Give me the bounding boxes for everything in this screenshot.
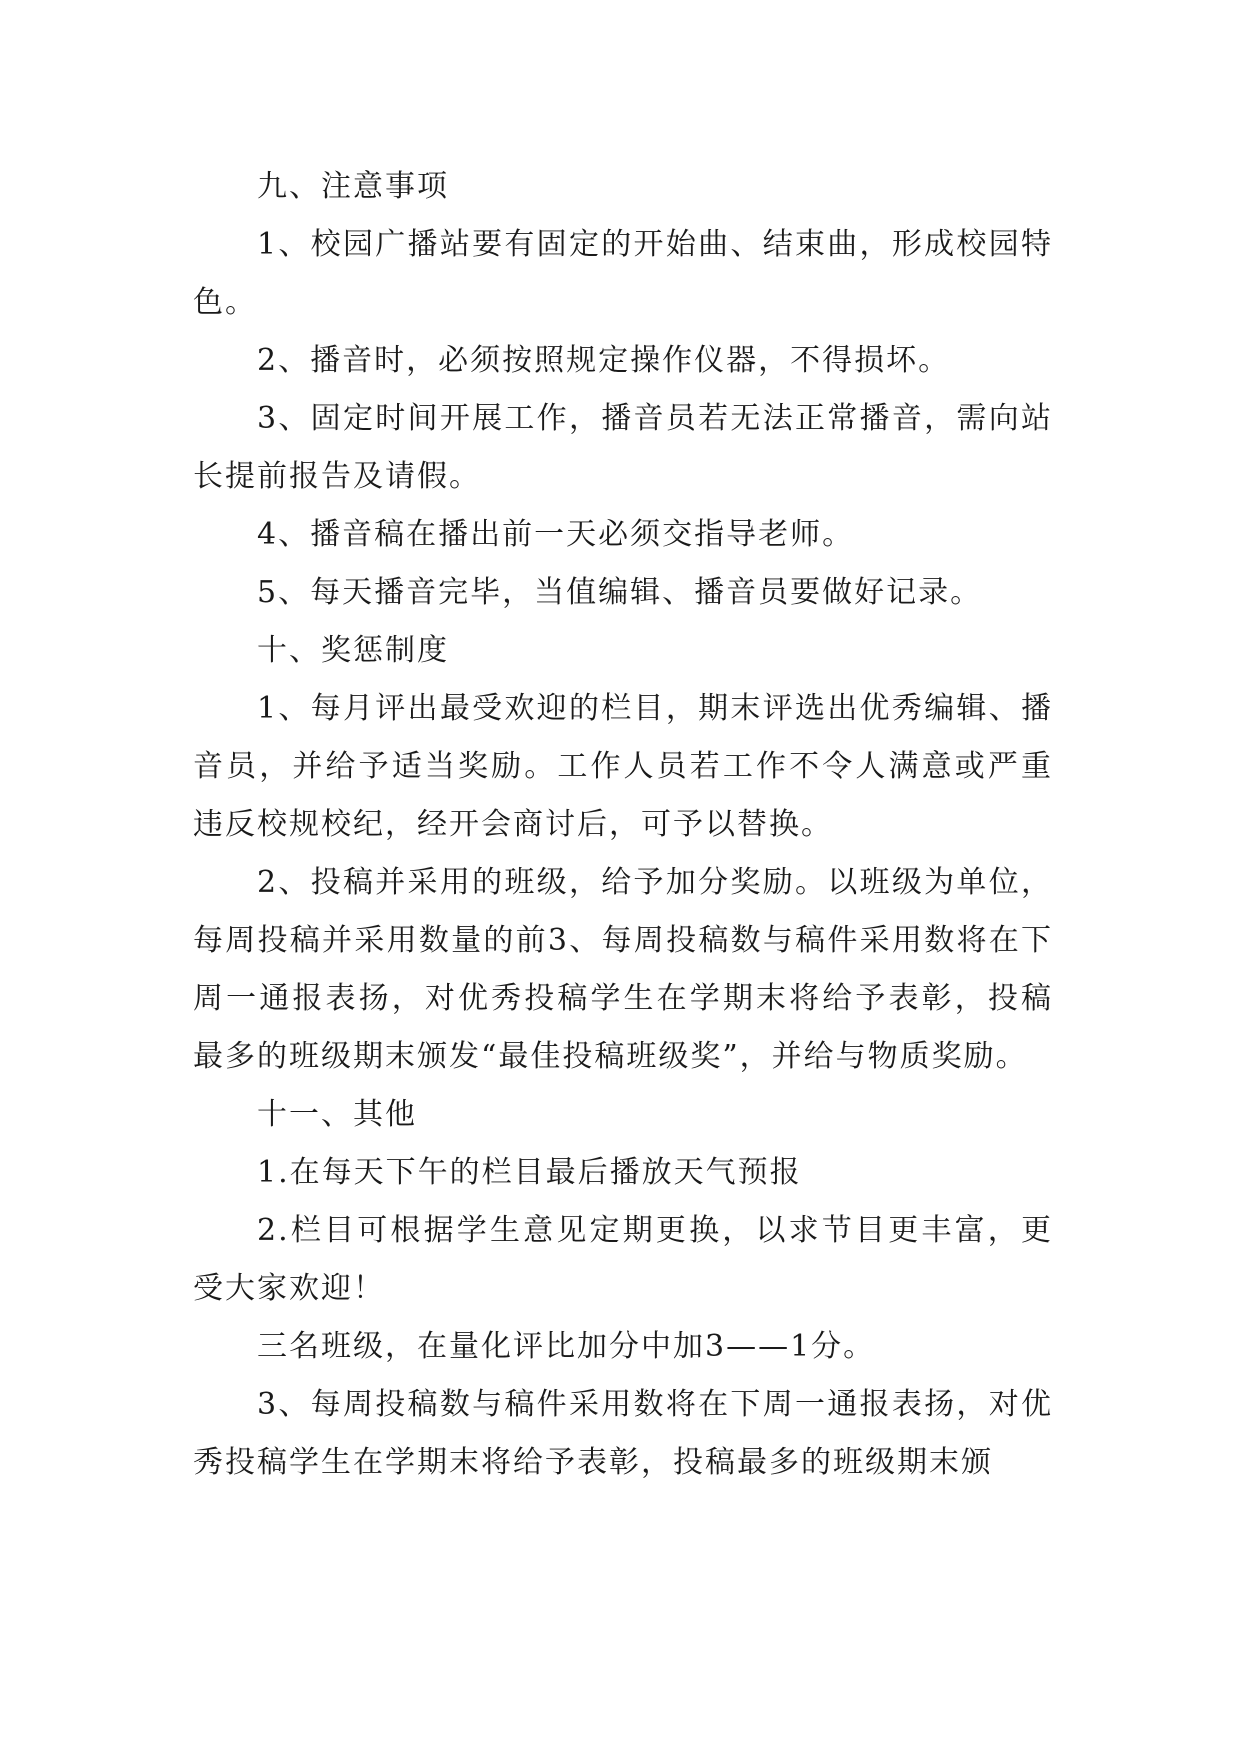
section-heading-other: 十一、其他 (257, 1097, 417, 1132)
paragraph: 2、投稿并采用的班级，给予加分奖励。以班级为单位，每周投稿并采用数量的前3、每周投稿数与稿件采用数将在下周一通报表扬，对优秀投稿学生在学期末将给予表彰，投稿最多的班级期末颁发“最佳投稿班级奖”，并给与物质奖励。 (193, 865, 1053, 1074)
paragraph: 3、每周投稿数与稿件采用数将在下周一通报表扬，对优秀投稿学生在学期末将给予表彰，投稿最多的班级期末颁 (193, 1387, 1053, 1480)
paragraph: 2、播音时，必须按照规定操作仪器，不得损坏。 (257, 343, 951, 378)
paragraph: 三名班级，在量化评比加分中加3——1分。 (257, 1329, 876, 1364)
paragraph: 1、校园广播站要有固定的开始曲、结束曲，形成校园特色。 (193, 227, 1053, 320)
paragraph: 4、播音稿在播出前一天必须交指导老师。 (257, 517, 855, 552)
paragraph: 5、每天播音完毕，当值编辑、播音员要做好记录。 (257, 575, 983, 610)
paragraph: 1、每月评出最受欢迎的栏目，期末评选出优秀编辑、播音员，并给予适当奖励。工作人员若工作不令人满意或严重违反校规校纪，经开会商讨后，可予以替换。 (193, 691, 1053, 842)
document-body (193, 158, 1053, 1492)
paragraph: 3、固定时间开展工作，播音员若无法正常播音，需向站长提前报告及请假。 (193, 401, 1053, 494)
section-heading-rewards: 十、奖惩制度 (257, 633, 449, 668)
paragraph: 1.在每天下午的栏目最后播放天气预报 (257, 1155, 802, 1190)
section-heading-notes: 九、注意事项 (257, 169, 449, 204)
paragraph: 2.栏目可根据学生意见定期更换，以求节目更丰富，更受大家欢迎！ (193, 1213, 1053, 1306)
